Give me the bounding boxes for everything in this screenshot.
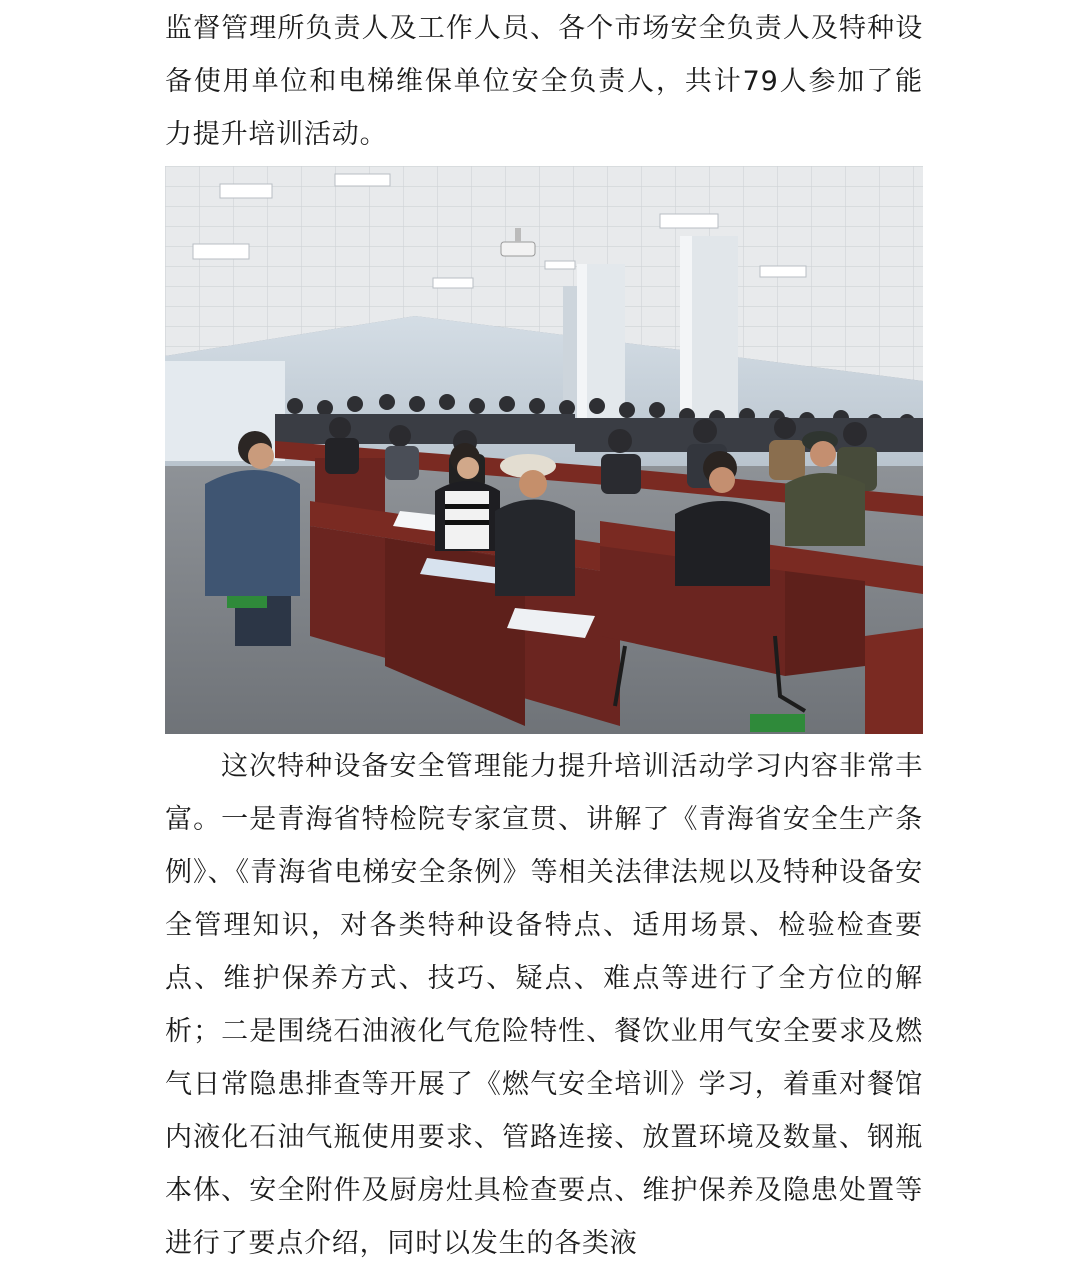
article <box>165 0 923 1270</box>
paragraph-intro: 监督管理所负责人及工作人员、各个市场安全负责人及特种设备使用单位和电梯维保单位安全负责人，共计79人参加了能力提升培训活动。 <box>165 13 923 150</box>
classroom-illustration <box>165 166 923 734</box>
training-photo <box>165 166 923 734</box>
paragraph-main: 这次特种设备安全管理能力提升培训活动学习内容非常丰富。一是青海省特检院专家宣贯、讲解了《青海省安全生产条例》、《青海省电梯安全条例》等相关法律法规以及特种设备安全管理知识，对各类特种设备特点、适用场景、检验检查要点、维护保养方式、技巧、疑点、难点等进行了全方位的解析；二是围绕石油液化气危险特性、餐饮业用气安全要求及燃气日常隐患排查等开展了《燃气安全培训》学习，着重对餐馆内液化石油气瓶使用要求、管路连接、放置环境及数量、钢瓶本体、安全附件及厨房灶具检查要点、维护保养及隐患处置等进行了要点介绍，同时以发生的各类液 <box>165 751 923 1259</box>
